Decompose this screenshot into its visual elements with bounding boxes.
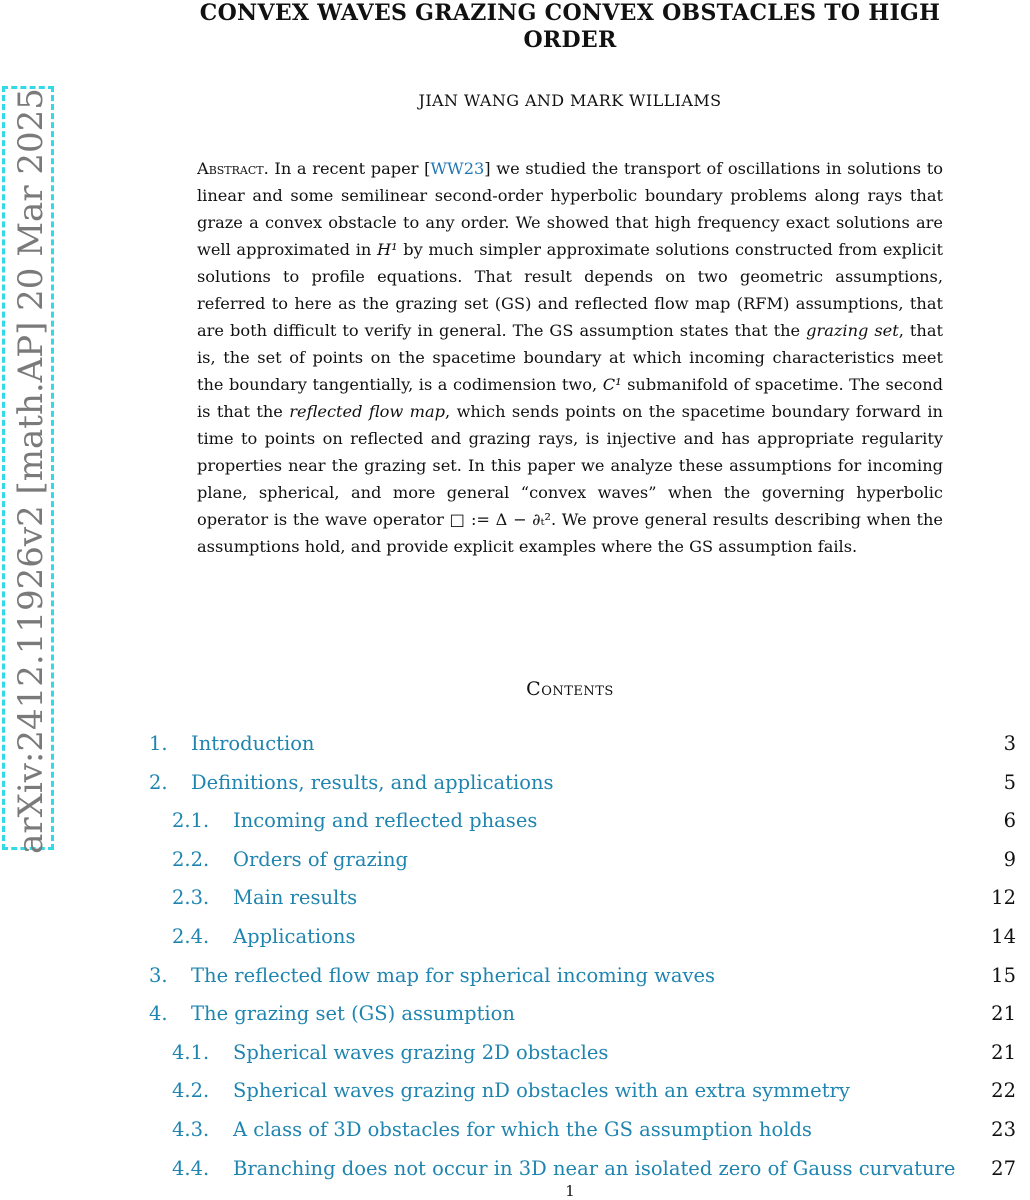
math-wave-operator: □ := Δ − ∂ₜ²	[449, 510, 552, 529]
abstract-text-7: . We prove general results describing when the assumptions hold, and provide explicit examples where the GS assumption fails.	[197, 510, 943, 556]
toc-entry-number: 2.2.	[172, 847, 210, 871]
paper-authors: JIAN WANG AND MARK WILLIAMS	[418, 91, 722, 110]
math-h1: H¹	[376, 240, 398, 259]
toc-entry-number: 4.	[149, 1002, 168, 1026]
toc-entry-label: Branching does not occur in 3D near an isolated zero of Gauss curvature	[233, 1156, 956, 1180]
abstract-text-5: submanifold of spacetime. The second is that the	[197, 375, 943, 421]
toc-entry-label: Spherical waves grazing nD obstacles with an extra symmetry	[233, 1079, 850, 1103]
toc-entry[interactable]	[0, 1041, 1030, 1071]
toc-entry-number: 4.2.	[172, 1079, 210, 1103]
toc-entry-number: 3.	[149, 963, 168, 987]
toc-entry-page: 27	[991, 1156, 1016, 1180]
toc-entry-page: 9	[1003, 847, 1016, 871]
abstract-text-4: , that is, the set of points on the spacetime boundary at which incoming characteristics meet the boundary tangentially, is a codimension two,	[197, 321, 943, 394]
abstract-text-6: , which sends points on the spacetime boundary forward in time to points on reflected and grazing rays, is injective and has appropriate regularity properties near the grazing set. In this paper we analyze these assumptions for incoming plane, spherical, and more general “convex waves” when the governing hyperbolic operator is the wave operator	[197, 402, 943, 529]
abstract-text-1: In a recent paper [	[268, 159, 431, 178]
toc-entry-number: 2.1.	[172, 809, 210, 833]
toc-entry-number: 2.4.	[172, 925, 210, 948]
toc-entry-page: 21	[991, 1002, 1016, 1026]
toc-entry-page: 3	[1003, 732, 1016, 755]
toc-entry-label: Orders of grazing	[233, 847, 408, 871]
toc-entry-label: A class of 3D obstacles for which the GS assumption holds	[233, 1118, 812, 1141]
toc-entry[interactable]	[0, 732, 1030, 762]
toc-entry[interactable]	[0, 925, 1030, 955]
toc-entry-number: 1.	[149, 732, 168, 755]
toc-entry-label: Introduction	[191, 732, 315, 755]
abstract-heading: Abstract.	[197, 159, 269, 178]
toc-entry-page: 14	[991, 925, 1016, 948]
toc-entry[interactable]	[0, 1118, 1030, 1148]
abstract-text-3: by much simpler approximate solutions constructed from explicit solutions to profile equations. That result depends on two geometric assumptions, referred to here as the grazing set (GS) and reflected flow map (RFM) assumptions, that are both difficult to verify in general. The GS assumption states that the	[197, 240, 943, 340]
toc-entry[interactable]	[0, 964, 1030, 994]
toc-entry[interactable]	[0, 848, 1030, 878]
page-number: 1	[565, 1182, 575, 1200]
toc-entry-label: The reflected flow map for spherical incoming waves	[191, 963, 716, 987]
toc-entry-label: Main results	[233, 886, 358, 910]
toc-entry-number: 4.3.	[172, 1118, 210, 1141]
toc-entry-number: 2.3.	[172, 886, 210, 910]
abstract-text-2: ] we studied the transport of oscillations in solutions to linear and some semilinear second-order hyperbolic boundary problems along rays that graze a convex obstacle to any order. We showed that high frequency exact solutions are well approximated in	[197, 159, 943, 259]
toc-entry-page: 5	[1003, 770, 1016, 794]
emphasis-grazing-set: grazing set	[806, 321, 899, 340]
citation-link-ww23[interactable]: WW23	[430, 159, 485, 178]
toc-entry-number: 2.	[149, 770, 168, 794]
toc-entry-page: 22	[991, 1079, 1016, 1103]
toc-entry-page: 21	[991, 1040, 1016, 1064]
toc-entry-number: 4.1.	[172, 1040, 210, 1064]
arxiv-identifier: arXiv:2412.11926v2 [math.AP] 20 Mar 2025	[11, 88, 51, 854]
toc-entry-label: Applications	[233, 925, 356, 948]
toc-entry-page: 15	[991, 963, 1016, 987]
title-line-2: ORDER	[523, 27, 617, 53]
toc-entry-number: 4.4.	[172, 1156, 210, 1180]
toc-entry-label: The grazing set (GS) assumption	[191, 1002, 515, 1026]
toc-entry[interactable]	[0, 1002, 1030, 1032]
toc-entry-page: 23	[991, 1118, 1016, 1141]
toc-entry-label: Spherical waves grazing 2D obstacles	[233, 1040, 609, 1064]
toc-entry-page: 12	[991, 886, 1016, 910]
toc-entry[interactable]	[0, 809, 1030, 839]
toc-entry-label: Definitions, results, and applications	[191, 770, 554, 794]
toc-entry[interactable]	[0, 771, 1030, 801]
toc-entry-label: Incoming and reflected phases	[233, 809, 538, 833]
math-c1: C¹	[602, 375, 622, 394]
contents-heading: Contents	[526, 678, 614, 700]
toc-entry[interactable]	[0, 1079, 1030, 1109]
toc-entry-page: 6	[1003, 809, 1016, 833]
title-line-1: CONVEX WAVES GRAZING CONVEX OBSTACLES TO HIGH	[199, 0, 941, 26]
emphasis-reflected-flow-map: reflected flow map	[289, 402, 446, 421]
toc-entry[interactable]	[0, 886, 1030, 916]
